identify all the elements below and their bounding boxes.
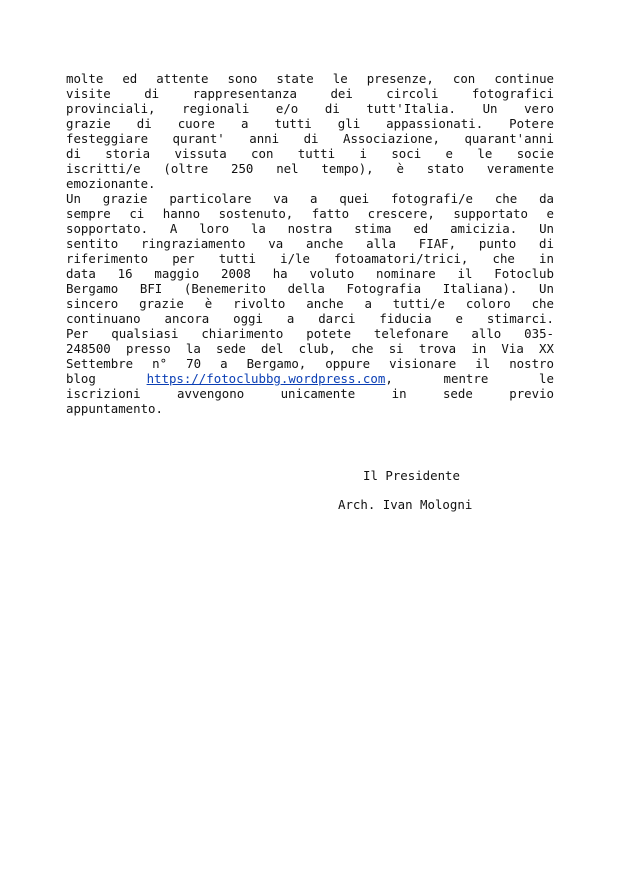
- word: appassionati.: [386, 116, 484, 131]
- word: gli: [337, 116, 361, 131]
- word: le: [477, 146, 493, 161]
- word: socie: [516, 146, 554, 161]
- word: Un: [66, 191, 81, 206]
- word: presenze,: [366, 71, 434, 86]
- word: con: [452, 71, 476, 86]
- word: a: [286, 311, 295, 326]
- word: rivolto: [233, 296, 286, 311]
- word: è: [204, 296, 213, 311]
- word: stimarci.: [486, 311, 554, 326]
- word: continuano: [66, 311, 141, 326]
- blog-link[interactable]: https://fotoclubbg.wordpress.com: [146, 371, 386, 386]
- word: XX: [539, 341, 554, 356]
- word: darci: [318, 311, 356, 326]
- word: iscrizioni: [66, 386, 141, 401]
- word: tutti: [218, 251, 257, 266]
- word: attente: [156, 71, 209, 86]
- word: Bergamo,: [246, 356, 307, 371]
- text-line: [66, 356, 554, 371]
- word: Potere: [509, 116, 554, 131]
- word: previo: [509, 386, 554, 401]
- word: i: [359, 146, 367, 161]
- word: nostro: [509, 356, 554, 371]
- word: anni: [249, 131, 280, 146]
- word: sincero: [66, 296, 119, 311]
- text-line: [66, 341, 554, 356]
- word: sostenuto,: [218, 206, 294, 221]
- word: sopportato.: [66, 221, 149, 236]
- word: in: [471, 341, 487, 356]
- word: tutti/e: [392, 296, 446, 311]
- word: visite: [66, 86, 111, 101]
- word: 70: [186, 356, 202, 371]
- word: mentre: [443, 371, 489, 386]
- word: molte: [66, 71, 104, 86]
- text-line: [66, 116, 554, 131]
- word: fotografi/e: [390, 191, 474, 206]
- word: della: [287, 281, 325, 296]
- word: 250: [231, 161, 254, 176]
- word: telefonare: [373, 326, 449, 341]
- word: crescere,: [367, 206, 435, 221]
- text-line: [66, 221, 554, 236]
- word: sede: [216, 341, 246, 356]
- word: stima: [354, 221, 392, 236]
- word: che: [492, 251, 515, 266]
- word: di: [66, 146, 81, 161]
- word: la: [185, 341, 201, 356]
- link-trailing-punctuation: ,: [385, 371, 393, 386]
- word: oggi: [233, 311, 263, 326]
- word: tutt'Italia.: [366, 101, 456, 116]
- word: si: [388, 341, 404, 356]
- word: veramente: [486, 161, 554, 176]
- word: nominare: [376, 266, 436, 281]
- word: le: [332, 71, 348, 86]
- word: (Benemerito: [183, 281, 266, 296]
- text-line: [66, 251, 554, 266]
- word: il: [475, 356, 491, 371]
- word: emozionante.: [66, 176, 156, 191]
- text-line: [66, 146, 554, 161]
- word: voluto: [309, 266, 355, 281]
- word: in: [539, 251, 554, 266]
- word: festeggiare: [66, 131, 149, 146]
- word: n°: [152, 356, 168, 371]
- word: Fotoclub: [494, 266, 554, 281]
- word: loro: [199, 221, 230, 236]
- word: sempre: [66, 206, 111, 221]
- word: tutti: [297, 146, 336, 161]
- word: cuore: [177, 116, 215, 131]
- word: avvengono: [177, 386, 245, 401]
- word: e: [445, 146, 454, 161]
- word: i/le: [280, 251, 310, 266]
- word: maggio: [154, 266, 200, 281]
- word: alla: [366, 236, 396, 251]
- text-line: [66, 266, 554, 281]
- text-line: [66, 311, 554, 326]
- word: sentito: [66, 236, 119, 251]
- word: club,: [298, 341, 336, 356]
- word: di: [136, 116, 152, 131]
- word: potete: [306, 326, 352, 341]
- word: a: [241, 116, 249, 131]
- text-line: [66, 371, 554, 386]
- word: circoli: [386, 86, 439, 101]
- word: vissuta: [174, 146, 227, 161]
- text-line: [66, 401, 554, 416]
- blog-link-word: [147, 371, 393, 386]
- word: coloro: [465, 296, 511, 311]
- word: punto: [478, 236, 517, 251]
- word: ha: [272, 266, 288, 281]
- word: amicizia.: [450, 221, 518, 236]
- word: grazie: [66, 116, 111, 131]
- word: il: [457, 266, 473, 281]
- word: qualsiasi: [111, 326, 179, 341]
- word: data: [66, 266, 96, 281]
- word: BFI: [139, 281, 163, 296]
- word: a: [220, 356, 228, 371]
- text-line: [66, 131, 554, 146]
- signature-title: Il Presidente: [363, 468, 460, 483]
- word: con: [251, 146, 274, 161]
- word: 2008: [221, 266, 251, 281]
- word: fatto: [311, 206, 350, 221]
- word: a: [309, 191, 318, 206]
- word: unicamente: [280, 386, 356, 401]
- word: chiarimento: [201, 326, 284, 341]
- word: e: [455, 311, 463, 326]
- text-line: [66, 236, 554, 251]
- word: ancora: [164, 311, 210, 326]
- word: presso: [125, 341, 171, 356]
- word: va: [273, 191, 289, 206]
- word: anche: [306, 296, 344, 311]
- word: particolare: [169, 191, 252, 206]
- word: tutti: [274, 116, 312, 131]
- word: che: [531, 296, 554, 311]
- word: fotoamatori/trici,: [334, 251, 469, 266]
- word: rappresentanza: [192, 86, 297, 101]
- text-line: [66, 101, 554, 116]
- word: Settembre: [66, 356, 134, 371]
- word: 16: [117, 266, 133, 281]
- word: è: [396, 161, 404, 176]
- word: ci: [129, 206, 145, 221]
- word: 248500: [66, 341, 111, 356]
- word: 035-: [524, 326, 554, 341]
- word: oppure: [325, 356, 371, 371]
- word: continue: [494, 71, 554, 86]
- text-line: [66, 191, 554, 206]
- word: Bergamo: [66, 281, 119, 296]
- word: le: [539, 371, 554, 386]
- text-line: [66, 326, 554, 341]
- word: quei: [339, 191, 370, 206]
- word: grazie: [139, 296, 184, 311]
- word: vero: [524, 101, 554, 116]
- word: di: [324, 101, 340, 116]
- text-line: [66, 386, 554, 401]
- word: regionali: [182, 101, 250, 116]
- word: quarant'anni: [464, 131, 554, 146]
- word: FIAF,: [418, 236, 457, 251]
- word: e/o: [275, 101, 299, 116]
- word: nel: [276, 161, 299, 176]
- text-line: [66, 71, 554, 86]
- word: visionare: [389, 356, 457, 371]
- word: dei: [330, 86, 353, 101]
- text-line: [66, 161, 554, 176]
- word: che: [351, 341, 374, 356]
- word: stato: [426, 161, 465, 176]
- word: ed: [122, 71, 138, 86]
- word: tempo),: [321, 161, 374, 176]
- word: di: [539, 236, 554, 251]
- word: soci: [391, 146, 422, 161]
- word: nostra: [287, 221, 333, 236]
- text-line: [66, 296, 554, 311]
- word: in: [391, 386, 407, 401]
- word: Per: [66, 326, 89, 341]
- letter-body: [66, 71, 554, 416]
- word: che: [494, 191, 518, 206]
- text-line: [66, 176, 554, 191]
- word: Un: [539, 281, 554, 296]
- word: A: [169, 221, 178, 236]
- word: fiducia: [379, 311, 432, 326]
- word: state: [276, 71, 314, 86]
- signature-name: Arch. Ivan Mologni: [338, 497, 473, 512]
- word: provinciali,: [66, 101, 156, 116]
- word: storia: [105, 146, 151, 161]
- word: appuntamento.: [66, 401, 163, 416]
- word: di: [303, 131, 319, 146]
- word: riferimento: [66, 251, 149, 266]
- word: e: [546, 206, 554, 221]
- word: (oltre: [163, 161, 209, 176]
- word: del: [261, 341, 284, 356]
- word: fotografici: [471, 86, 554, 101]
- word: blog: [66, 371, 96, 386]
- word: trova: [418, 341, 457, 356]
- word: Un: [482, 101, 498, 116]
- word: Italiana).: [442, 281, 518, 296]
- text-line: [66, 206, 554, 221]
- word: hanno: [162, 206, 201, 221]
- word: Associazione,: [342, 131, 440, 146]
- word: iscritti/e: [66, 161, 141, 176]
- word: sede: [442, 386, 473, 401]
- word: allo: [471, 326, 502, 341]
- word: qurant': [172, 131, 225, 146]
- word: a: [364, 296, 372, 311]
- word: ringraziamento: [141, 236, 246, 251]
- word: per: [172, 251, 195, 266]
- word: Un: [539, 221, 554, 236]
- word: supportato: [453, 206, 528, 221]
- word: da: [539, 191, 554, 206]
- word: sono: [227, 71, 258, 86]
- word: Fotografia: [346, 281, 422, 296]
- word: ed: [413, 221, 429, 236]
- word: la: [250, 221, 266, 236]
- word: di: [144, 86, 160, 101]
- text-line: [66, 86, 554, 101]
- word: va: [268, 236, 284, 251]
- word: Via: [501, 341, 524, 356]
- word: grazie: [102, 191, 148, 206]
- text-line: [66, 281, 554, 296]
- word: anche: [306, 236, 344, 251]
